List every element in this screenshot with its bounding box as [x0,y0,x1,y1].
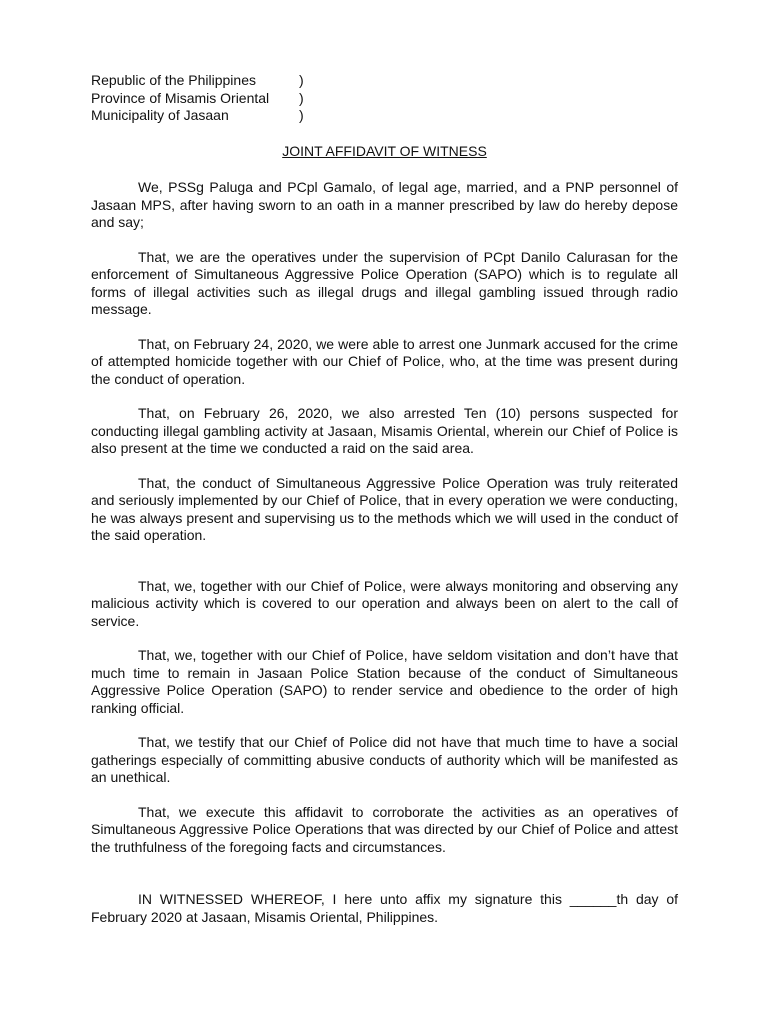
paragraph-feb26-arrest: That, on February 26, 2020, we also arrested Ten (10) persons suspected for conducting illegal gambling activity at Jasaan, Misamis Oriental, wherein our Chief of Police is also present at the time we conducted a raid on the said area. [91,405,678,456]
paragraph-testimony: That, we testify that our Chief of Police did not have that much time to have a social gatherings especially of committing abusive conducts of authority which will be manifested as an unethical. [91,734,678,785]
header-line-republic [91,72,678,90]
paragraph-deponents: We, PSSg Paluga and PCpl Gamalo, of legal age, married, and a PNP personnel of Jasaan MPS, after having sworn to an oath in a manner prescribed by law do hereby depose and say; [91,179,678,230]
header-line-municipality [91,107,678,125]
paragraph-monitoring: That, we, together with our Chief of Police, were always monitoring and observing any malicious activity which is covered to our operation and always been on alert to the call of service. [91,577,678,629]
header-label: Province of Misamis Oriental [91,89,270,106]
header-paren: ) [299,72,304,88]
paragraph-visitation: That, we, together with our Chief of Police, have seldom visitation and don’t have that much time to remain in Jasaan Police Station because of the conduct of Simultaneous Aggressive Police Operation (SAPO) to render service and obedience to the order of high ranking official. [91,647,678,716]
header-label: Municipality of Jasaan [91,107,229,123]
paragraph-feb24-arrest: That, on February 24, 2020, we were able to arrest one Junmark accused for the crime of attempted homicide together with our Chief of Police, who, at the time was present during the conduct of operation. [91,335,678,387]
header-label: Republic of the Philippines [91,72,256,88]
paragraph-witness-clause: IN WITNESSED WHEREOF, I here unto affix my signature this ______th day of February 2020 at Jasaan, Misamis Oriental, Philippines. [91,891,678,925]
document-title: JOINT AFFIDAVIT OF WITNESS [282,142,487,159]
paragraph-sapo-conduct: That, the conduct of Simultaneous Aggressive Police Operation was truly reiterated and seriously implemented by our Chief of Police, that in every operation we were conducting, he was always present and supervising us to the methods which we will used in the conduct of the said operation. [91,474,678,543]
affidavit-body [91,72,678,926]
header-paren: ) [299,107,304,123]
header-paren: ) [299,89,304,106]
paragraph-operatives: That, we are the operatives under the supervision of PCpt Danilo Calurasan for the enforcement of Simultaneous Aggressive Police Operation (SAPO) which is to regulate all forms of illegal activities such as illegal drugs and illegal gambling issued through radio message. [91,248,678,317]
jurisdiction-header [91,72,678,125]
header-line-province [91,90,678,108]
paragraph-execution: That, we execute this affidavit to corroborate the activities as an operatives of Simultaneous Aggressive Police Operations that was directed by our Chief of Police and attest the truthfulness of the foregoing facts and circumstances. [91,803,678,855]
